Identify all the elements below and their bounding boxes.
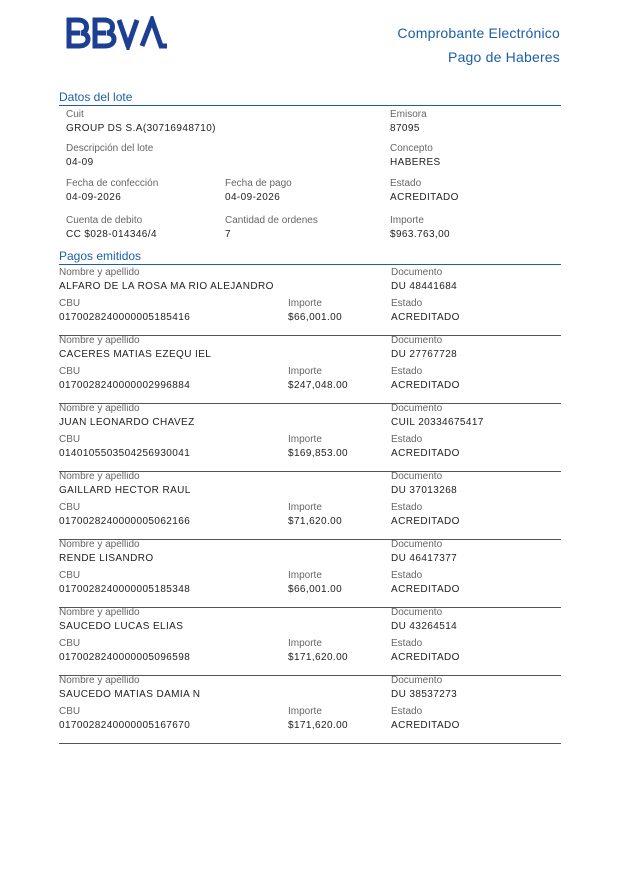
documento-label: Documento	[391, 267, 443, 278]
nombre-value: SAUCEDO MATIAS DAMIA N	[59, 689, 201, 700]
importe-value: $171,620.00	[288, 652, 349, 663]
emisora-value: 87095	[390, 123, 420, 134]
documento-value: DU 48441684	[391, 281, 458, 292]
emisora-label: Emisora	[390, 109, 427, 120]
importe-value: $169,853.00	[288, 448, 349, 459]
cbu-label: CBU	[59, 570, 81, 581]
cbu-value: 0140105503504256930041	[59, 448, 191, 459]
documento-value: DU 27767728	[391, 349, 458, 360]
payment-row	[59, 675, 561, 744]
nombre-label: Nombre y apellido	[59, 607, 140, 618]
descripcion-label: Descripción del lote	[66, 143, 154, 154]
importe-label: Importe	[288, 434, 322, 445]
bbva-logo	[66, 16, 170, 50]
fecha-confeccion-value: 04-09-2026	[66, 192, 122, 203]
estado-pago-value: ACREDITADO	[391, 584, 460, 595]
nombre-label: Nombre y apellido	[59, 267, 140, 278]
importe-total-label: Importe	[390, 215, 424, 226]
estado-pago-label: Estado	[391, 298, 423, 309]
estado-value: ACREDITADO	[390, 192, 459, 203]
estado-pago-label: Estado	[391, 366, 423, 377]
importe-label: Importe	[288, 366, 322, 377]
estado-pago-label: Estado	[391, 502, 423, 513]
cuenta-value: CC $028-014346/4	[66, 229, 157, 240]
cuit-label: Cuit	[66, 109, 84, 120]
estado-pago-value: ACREDITADO	[391, 652, 460, 663]
documento-value: CUIL 20334675417	[391, 417, 484, 428]
documento-value: DU 43264514	[391, 621, 458, 632]
cbu-value: 0170028240000005062166	[59, 516, 191, 527]
payment-row	[59, 471, 561, 540]
nombre-value: CACERES MATIAS EZEQU IEL	[59, 349, 212, 360]
importe-label: Importe	[288, 298, 322, 309]
nombre-value: GAILLARD HECTOR RAUL	[59, 485, 191, 496]
nombre-value: RENDE LISANDRO	[59, 553, 154, 564]
importe-value: $171,620.00	[288, 720, 349, 731]
estado-pago-value: ACREDITADO	[391, 312, 460, 323]
cbu-value: 0170028240000005185348	[59, 584, 191, 595]
estado-pago-label: Estado	[391, 570, 423, 581]
nombre-label: Nombre y apellido	[59, 675, 140, 686]
importe-value: $247,048.00	[288, 380, 349, 391]
documento-value: DU 38537273	[391, 689, 458, 700]
documento-value: DU 37013268	[391, 485, 458, 496]
importe-value: $66,001.00	[288, 584, 343, 595]
nombre-label: Nombre y apellido	[59, 403, 140, 414]
section-pagos-emitidos: Pagos emitidos	[59, 249, 561, 265]
estado-pago-label: Estado	[391, 638, 423, 649]
nombre-label: Nombre y apellido	[59, 539, 140, 550]
documento-label: Documento	[391, 539, 443, 550]
estado-pago-value: ACREDITADO	[391, 448, 460, 459]
importe-label: Importe	[288, 570, 322, 581]
documento-label: Documento	[391, 675, 443, 686]
cantidad-label: Cantidad de ordenes	[225, 215, 318, 226]
nombre-label: Nombre y apellido	[59, 335, 140, 346]
concepto-label: Concepto	[390, 143, 433, 154]
importe-label: Importe	[288, 502, 322, 513]
descripcion-value: 04-09	[66, 157, 94, 168]
nombre-value: ALFARO DE LA ROSA MA RIO ALEJANDRO	[59, 281, 274, 292]
fecha-confeccion-label: Fecha de confección	[66, 178, 159, 189]
importe-value: $66,001.00	[288, 312, 343, 323]
fecha-pago-label: Fecha de pago	[225, 178, 292, 189]
nombre-label: Nombre y apellido	[59, 471, 140, 482]
cbu-value: 0170028240000005167670	[59, 720, 191, 731]
fecha-pago-value: 04-09-2026	[225, 192, 281, 203]
cantidad-value: 7	[225, 229, 231, 240]
payment-row	[59, 335, 561, 404]
nombre-value: JUAN LEONARDO CHAVEZ	[59, 417, 195, 428]
concepto-value: HABERES	[390, 157, 441, 168]
payment-row	[59, 539, 561, 608]
payment-row	[59, 403, 561, 472]
estado-pago-value: ACREDITADO	[391, 516, 460, 527]
cbu-value: 0170028240000002996884	[59, 380, 191, 391]
estado-pago-label: Estado	[391, 706, 423, 717]
estado-pago-value: ACREDITADO	[391, 720, 460, 731]
cbu-label: CBU	[59, 638, 81, 649]
documento-label: Documento	[391, 335, 443, 346]
cbu-label: CBU	[59, 298, 81, 309]
nombre-value: SAUCEDO LUCAS ELIAS	[59, 621, 184, 632]
cbu-value: 0170028240000005096598	[59, 652, 191, 663]
cuit-value: GROUP DS S.A(30716948710)	[66, 123, 216, 134]
section-datos-lote: Datos del lote	[59, 90, 561, 106]
document-title: Comprobante Electrónico	[397, 25, 560, 41]
payment-row	[59, 607, 561, 676]
document-subtitle: Pago de Haberes	[448, 49, 560, 65]
payment-row	[59, 267, 561, 336]
documento-value: DU 46417377	[391, 553, 458, 564]
importe-total-value: $963.763,00	[390, 229, 451, 240]
estado-pago-value: ACREDITADO	[391, 380, 460, 391]
documento-label: Documento	[391, 471, 443, 482]
importe-label: Importe	[288, 706, 322, 717]
cuenta-label: Cuenta de debito	[66, 215, 143, 226]
importe-value: $71,620.00	[288, 516, 343, 527]
importe-label: Importe	[288, 638, 322, 649]
cbu-label: CBU	[59, 434, 81, 445]
documento-label: Documento	[391, 607, 443, 618]
cbu-label: CBU	[59, 502, 81, 513]
cbu-label: CBU	[59, 366, 81, 377]
cbu-value: 0170028240000005185416	[59, 312, 191, 323]
documento-label: Documento	[391, 403, 443, 414]
estado-pago-label: Estado	[391, 434, 423, 445]
estado-label: Estado	[390, 178, 422, 189]
cbu-label: CBU	[59, 706, 81, 717]
